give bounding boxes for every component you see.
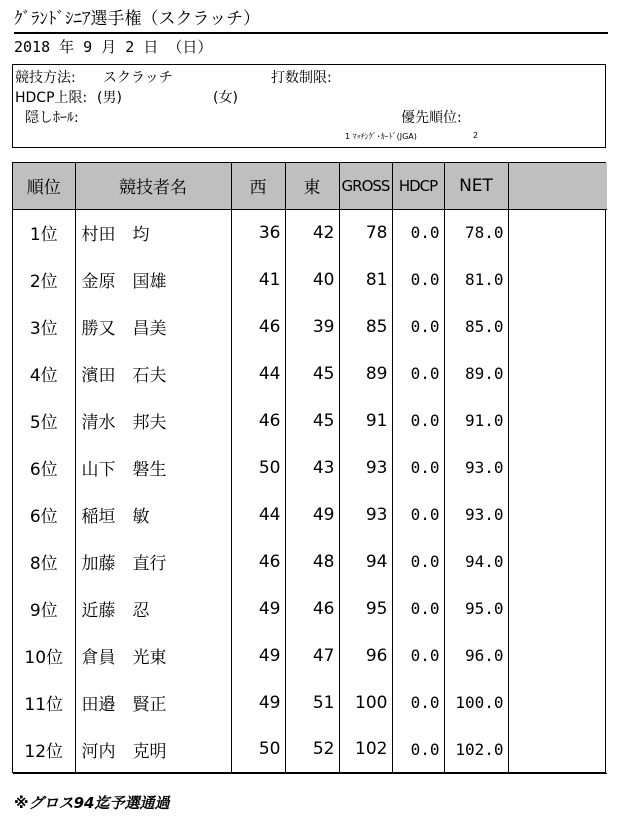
cell-east: 48 xyxy=(285,538,339,585)
table-row xyxy=(13,491,607,538)
table-row xyxy=(13,209,607,256)
cell-rank: 9位 xyxy=(13,585,75,632)
cell-net: 93.0 xyxy=(444,444,508,491)
table-row xyxy=(13,538,607,585)
hdcp-male-label: (男) xyxy=(97,90,122,106)
cell-rank: 6位 xyxy=(13,491,75,538)
header-extra xyxy=(508,163,607,209)
cell-west: 44 xyxy=(231,350,285,397)
cell-hdcp: 0.0 xyxy=(392,632,444,679)
cell-hdcp: 0.0 xyxy=(392,444,444,491)
header-hdcp: HDCP xyxy=(392,163,444,209)
header-east: 東 xyxy=(285,163,339,209)
cell-west: 49 xyxy=(231,632,285,679)
cell-name: 山下 磐生 xyxy=(75,444,231,491)
cell-west: 36 xyxy=(231,209,285,256)
cell-name: 濱田 石夫 xyxy=(75,350,231,397)
cell-east: 46 xyxy=(285,585,339,632)
cell-name: 金原 国雄 xyxy=(75,256,231,303)
table-row xyxy=(13,679,607,726)
cell-rank: 12位 xyxy=(13,726,75,773)
cell-west: 49 xyxy=(231,585,285,632)
cell-name: 近藤 忍 xyxy=(75,585,231,632)
cell-hdcp: 0.0 xyxy=(392,350,444,397)
cell-east: 52 xyxy=(285,726,339,773)
cell-extra xyxy=(508,209,607,256)
cell-east: 42 xyxy=(285,209,339,256)
header-rank: 順位 xyxy=(13,163,75,209)
cell-east: 40 xyxy=(285,256,339,303)
cell-net: 85.0 xyxy=(444,303,508,350)
cell-name: 倉員 光東 xyxy=(75,632,231,679)
cell-hdcp: 0.0 xyxy=(392,397,444,444)
cell-net: 94.0 xyxy=(444,538,508,585)
header-gross: GROSS xyxy=(339,163,392,209)
cell-rank: 3位 xyxy=(13,303,75,350)
cell-rank: 10位 xyxy=(13,632,75,679)
header-name: 競技者名 xyxy=(75,163,231,209)
qualification-note: ※グロス94迄予選通過 xyxy=(14,794,170,812)
cell-name: 村田 均 xyxy=(75,209,231,256)
cell-hdcp: 0.0 xyxy=(392,209,444,256)
cell-gross: 102 xyxy=(339,726,392,773)
hdcp-female-label: (女) xyxy=(213,90,238,106)
table-row xyxy=(13,585,607,632)
cell-gross: 96 xyxy=(339,632,392,679)
method-value: スクラッチ xyxy=(103,70,173,86)
cell-rank: 4位 xyxy=(13,350,75,397)
cell-net: 95.0 xyxy=(444,585,508,632)
cell-west: 44 xyxy=(231,491,285,538)
cell-rank: 6位 xyxy=(13,444,75,491)
cell-rank: 1位 xyxy=(13,209,75,256)
cell-net: 91.0 xyxy=(444,397,508,444)
cell-gross: 100 xyxy=(339,679,392,726)
table-row xyxy=(13,632,607,679)
cell-east: 39 xyxy=(285,303,339,350)
cell-west: 41 xyxy=(231,256,285,303)
cell-hdcp: 0.0 xyxy=(392,256,444,303)
cell-rank: 2位 xyxy=(13,256,75,303)
cell-rank: 8位 xyxy=(13,538,75,585)
cell-extra xyxy=(508,444,607,491)
cell-net: 81.0 xyxy=(444,256,508,303)
cell-rank: 5位 xyxy=(13,397,75,444)
cell-hdcp: 0.0 xyxy=(392,585,444,632)
cell-hdcp: 0.0 xyxy=(392,726,444,773)
cell-west: 46 xyxy=(231,538,285,585)
cell-extra xyxy=(508,350,607,397)
cell-west: 49 xyxy=(231,679,285,726)
method-label: 競技方法: xyxy=(15,70,76,86)
table-row xyxy=(13,397,607,444)
cell-rank: 11位 xyxy=(13,679,75,726)
cell-west: 50 xyxy=(231,726,285,773)
cell-net: 96.0 xyxy=(444,632,508,679)
cell-extra xyxy=(508,585,607,632)
cell-hdcp: 0.0 xyxy=(392,538,444,585)
cell-extra xyxy=(508,632,607,679)
cell-gross: 93 xyxy=(339,491,392,538)
table-row xyxy=(13,726,607,773)
cell-west: 46 xyxy=(231,303,285,350)
table-row xyxy=(13,256,607,303)
cell-east: 45 xyxy=(285,350,339,397)
cell-east: 49 xyxy=(285,491,339,538)
cell-gross: 93 xyxy=(339,444,392,491)
cell-east: 45 xyxy=(285,397,339,444)
cell-extra xyxy=(508,303,607,350)
cell-name: 勝又 昌美 xyxy=(75,303,231,350)
results-table xyxy=(13,163,607,774)
cell-extra xyxy=(508,726,607,773)
priority-order-label: 優先順位: xyxy=(401,110,462,126)
hidden-hole-label: 隠しﾎｰﾙ: xyxy=(25,110,79,126)
cell-gross: 81 xyxy=(339,256,392,303)
cell-gross: 78 xyxy=(339,209,392,256)
cell-hdcp: 0.0 xyxy=(392,303,444,350)
page-title: ｸﾞﾗﾝﾄﾞｼﾆｱ選手権（スクラッチ） xyxy=(14,9,261,29)
competition-info-box xyxy=(12,64,606,148)
cell-name: 清水 邦夫 xyxy=(75,397,231,444)
cell-net: 78.0 xyxy=(444,209,508,256)
cell-net: 100.0 xyxy=(444,679,508,726)
table-row xyxy=(13,350,607,397)
table-row xyxy=(13,444,607,491)
priority-order-item: 1 ﾏｯﾁﾝｸﾞ･ｶｰﾄﾞ(JGA) xyxy=(345,132,417,141)
cell-gross: 85 xyxy=(339,303,392,350)
stroke-limit-label: 打数制限: xyxy=(271,70,332,86)
cell-extra xyxy=(508,491,607,538)
cell-name: 河内 克明 xyxy=(75,726,231,773)
cell-west: 50 xyxy=(231,444,285,491)
cell-extra xyxy=(508,679,607,726)
table-row xyxy=(13,303,607,350)
cell-extra xyxy=(508,538,607,585)
cell-net: 93.0 xyxy=(444,491,508,538)
cell-name: 加藤 直行 xyxy=(75,538,231,585)
cell-east: 43 xyxy=(285,444,339,491)
cell-hdcp: 0.0 xyxy=(392,679,444,726)
cell-name: 田邉 賢正 xyxy=(75,679,231,726)
cell-gross: 94 xyxy=(339,538,392,585)
cell-gross: 91 xyxy=(339,397,392,444)
event-date: 2018 年 9 月 2 日 （日） xyxy=(14,32,608,56)
cell-east: 51 xyxy=(285,679,339,726)
cell-gross: 95 xyxy=(339,585,392,632)
cell-extra xyxy=(508,256,607,303)
header-net: NET xyxy=(444,163,508,209)
cell-gross: 89 xyxy=(339,350,392,397)
cell-west: 46 xyxy=(231,397,285,444)
cell-net: 89.0 xyxy=(444,350,508,397)
results-table-frame xyxy=(12,162,606,773)
hdcp-limit-label: HDCP上限: xyxy=(15,90,88,106)
cell-east: 47 xyxy=(285,632,339,679)
cell-extra xyxy=(508,397,607,444)
cell-hdcp: 0.0 xyxy=(392,491,444,538)
priority-order-number: 2 xyxy=(473,131,479,140)
table-header-row xyxy=(13,163,607,209)
cell-net: 102.0 xyxy=(444,726,508,773)
cell-name: 稲垣 敏 xyxy=(75,491,231,538)
header-west: 西 xyxy=(231,163,285,209)
